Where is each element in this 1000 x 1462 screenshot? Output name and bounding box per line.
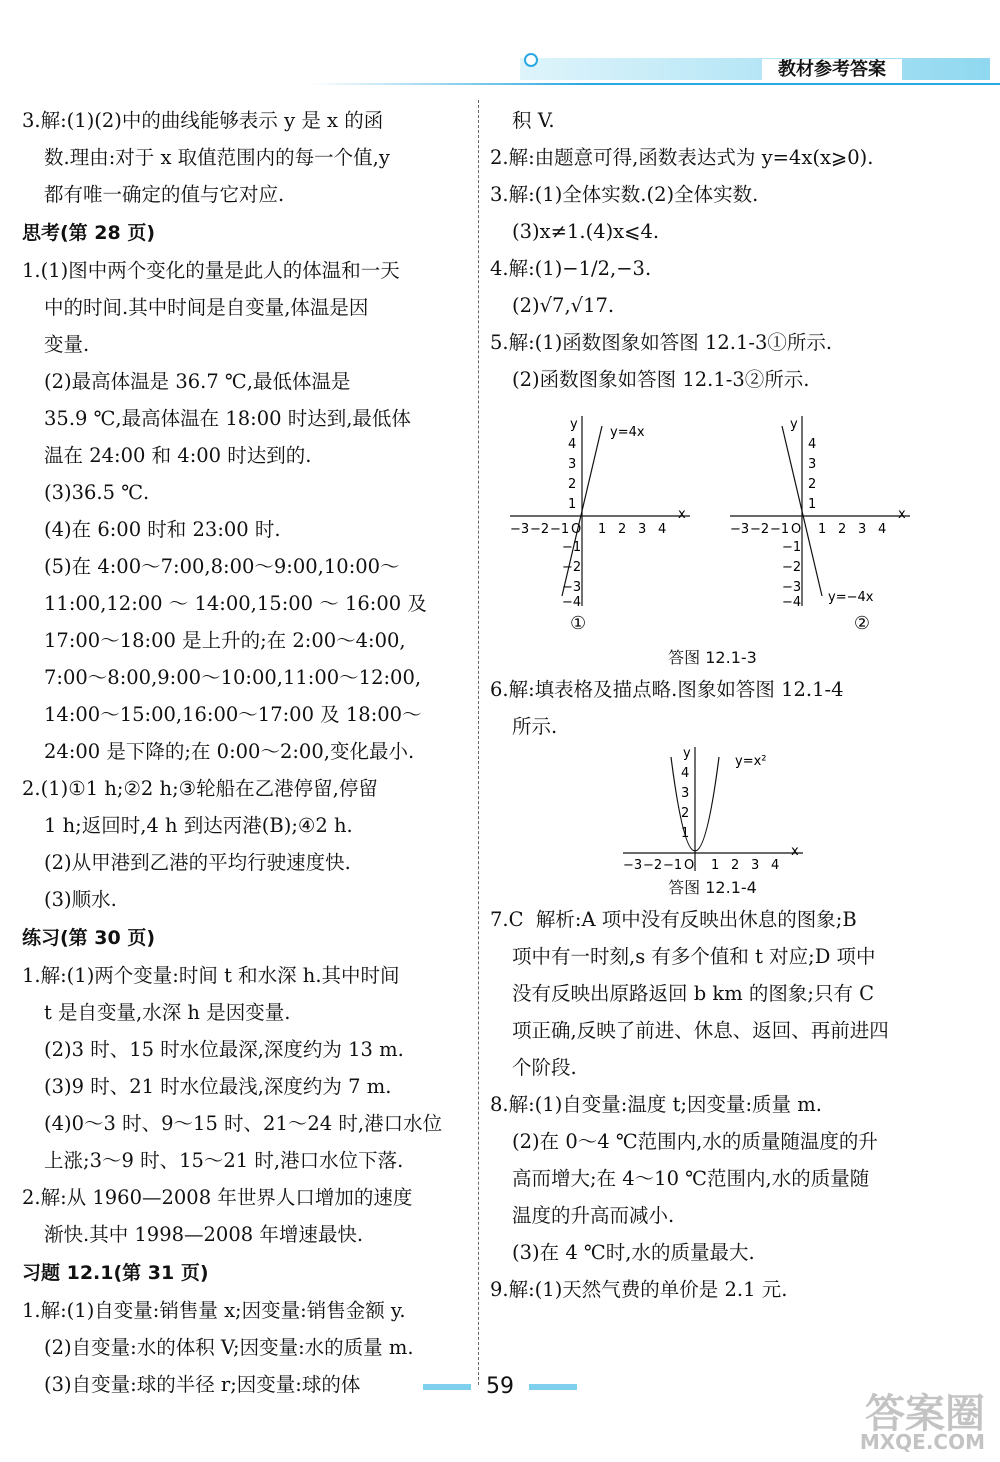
text-line: (2)最高体温是 36.7 ℃,最低体温是 — [44, 370, 351, 393]
text-line: 6.解:填表格及描点略.图象如答图 12.1-4 — [490, 678, 844, 701]
y-tick: 1 — [808, 497, 817, 512]
text-line: 2.解:由题意可得,函数表达式为 y=4x(x⩾0). — [490, 146, 874, 169]
header-dot-decoration — [524, 53, 538, 67]
x-axis-label: x — [790, 844, 799, 859]
figure-caption: 答图 12.1-4 — [668, 878, 757, 897]
y-tick: 3 — [568, 457, 577, 472]
y-tick: 3 — [680, 786, 689, 801]
header-title: 教材参考答案 — [762, 59, 902, 81]
right-column — [490, 102, 935, 1308]
origin-label: O — [791, 522, 802, 537]
x-tick: 1 — [818, 522, 827, 537]
left-column — [22, 102, 470, 1403]
text-line: 渐快.其中 1998—2008 年增速最快. — [44, 1223, 364, 1246]
footer-bar-right — [529, 1384, 577, 1390]
text-line: 温在 24:00 和 4:00 时达到的. — [44, 444, 312, 467]
text-line: 上涨;3～9 时、15～21 时,港口水位下落. — [44, 1149, 404, 1172]
y-tick: −4 — [782, 595, 802, 610]
x-tick: 1 — [710, 858, 719, 873]
figure-12-1-3 — [500, 406, 920, 611]
text-line: 都有唯一确定的值与它对应. — [44, 183, 285, 206]
y-tick: 1 — [568, 497, 577, 512]
y-tick: −2 — [782, 560, 802, 575]
x-tick: 4 — [658, 522, 667, 537]
y-tick: 2 — [568, 477, 577, 492]
y-tick: 2 — [808, 477, 817, 492]
x-axis-label: x — [678, 507, 686, 522]
y-tick: −2 — [562, 560, 582, 575]
text-line: 变量. — [44, 333, 90, 356]
y-tick: 4 — [680, 766, 689, 781]
x-tick: −2 — [642, 858, 662, 873]
text-line: 9.解:(1)天然气费的单价是 2.1 元. — [490, 1278, 788, 1301]
x-tick: 4 — [770, 858, 779, 873]
y-tick: −4 — [562, 595, 582, 610]
header-band — [520, 58, 990, 80]
x-tick: −1 — [550, 522, 570, 537]
section-title-practice: 练习(第 30 页) — [22, 927, 156, 949]
text-line: (2)√7,√17. — [512, 294, 615, 317]
text-line: 积 V. — [512, 109, 555, 132]
text-line: (2)3 时、15 时水位最深,深度约为 13 m. — [44, 1038, 404, 1061]
y-tick: 2 — [680, 806, 689, 821]
column-divider — [478, 100, 479, 1385]
x-tick: 2 — [730, 858, 739, 873]
y-axis-label: y — [790, 417, 798, 432]
x-tick: 3 — [858, 522, 867, 537]
figure-sublabels — [570, 611, 870, 637]
line-label: y=−4x — [828, 590, 874, 605]
curve-label: y=x² — [734, 754, 766, 769]
text-line: (5)在 4:00～7:00,8:00～9:00,10:00～ — [44, 555, 400, 578]
y-tick: 4 — [568, 437, 577, 452]
graph-y-neg4x — [720, 406, 920, 611]
y-axis-label: y — [570, 417, 578, 432]
origin-label: O — [683, 858, 694, 873]
text-line: 数.理由:对于 x 取值范围内的每一个值,y — [44, 146, 390, 169]
text-line: (3)自变量:球的半径 r;因变量:球的体 — [44, 1373, 361, 1396]
text-line: 个阶段. — [512, 1056, 577, 1079]
footer-bar-left — [423, 1384, 471, 1390]
section-title-exercise: 习题 12.1(第 31 页) — [22, 1262, 209, 1284]
text-line: 7.C 解析:A 项中没有反映出休息的图象;B — [490, 908, 857, 931]
text-line: 1.(1)图中两个变化的量是此人的体温和一天 — [22, 259, 400, 282]
text-line: (2)在 0～4 ℃范围内,水的质量随温度的升 — [512, 1130, 878, 1153]
text-line: (4)0～3 时、9～15 时、21～24 时,港口水位 — [44, 1112, 443, 1135]
text-line: 7:00～8:00,9:00～10:00,11:00～12:00, — [44, 666, 422, 689]
y-tick: 3 — [808, 457, 817, 472]
text-line: (2)函数图象如答图 12.1-3②所示. — [512, 368, 810, 391]
text-line: 4.解:(1)−1/2,−3. — [490, 257, 652, 280]
y-tick: 4 — [808, 437, 817, 452]
x-tick: −2 — [530, 522, 550, 537]
text-line: 2.(1)①1 h;②2 h;③轮船在乙港停留,停留 — [22, 777, 378, 800]
x-tick: −3 — [730, 522, 750, 537]
text-line: (3)顺水. — [44, 888, 117, 911]
figure-caption: 答图 12.1-3 — [668, 648, 757, 667]
graph-y-x-squared — [613, 745, 813, 875]
x-tick: 4 — [878, 522, 887, 537]
text-line: 2.解:从 1960—2008 年世界人口增加的速度 — [22, 1186, 413, 1209]
page-footer — [0, 1374, 1000, 1399]
think-answers — [22, 252, 470, 918]
watermark-logo — [820, 1391, 985, 1455]
text-line: 35.9 ℃,最高体温在 18:00 时达到,最低体 — [44, 407, 411, 430]
y-tick: −1 — [782, 540, 802, 555]
text-line: 1.解:(1)两个变量:时间 t 和水深 h.其中时间 — [22, 964, 400, 987]
text-line: 14:00～15:00,16:00～17:00 及 18:00～ — [44, 703, 422, 726]
text-line: (3)9 时、21 时水位最浅,深度约为 7 m. — [44, 1075, 392, 1098]
y-tick: −1 — [562, 540, 582, 555]
text-line: (3)36.5 ℃. — [44, 481, 150, 504]
text-line: 中的时间.其中时间是自变量,体温是因 — [44, 296, 369, 319]
text-line: 所示. — [512, 715, 558, 738]
x-axis-label: x — [898, 507, 906, 522]
text-line: 17:00～18:00 是上升的;在 2:00～4:00, — [44, 629, 406, 652]
x-tick: −3 — [622, 858, 642, 873]
y-axis-label: y — [682, 746, 691, 761]
text-line: t 是自变量,水深 h 是因变量. — [44, 1001, 291, 1024]
x-tick: 1 — [598, 522, 607, 537]
text-line: 3.解:(1)全体实数.(2)全体实数. — [490, 183, 759, 206]
y-tick: −3 — [562, 580, 582, 595]
text-line: (4)在 6:00 时和 23:00 时. — [44, 518, 281, 541]
text-line: (3)x≠1.(4)x⩽4. — [512, 220, 660, 243]
text-line: 1 h;返回时,4 h 到达丙港(B);④2 h. — [44, 814, 353, 837]
x-tick: 3 — [638, 522, 647, 537]
text-line: 8.解:(1)自变量:温度 t;因变量:质量 m. — [490, 1093, 822, 1116]
text-line: 3.解:(1)(2)中的曲线能够表示 y 是 x 的函 — [22, 109, 384, 132]
text-line: 温度的升高而减小. — [512, 1204, 675, 1227]
watermark-url: MXQE.COM — [859, 1430, 985, 1454]
x-tick: −1 — [662, 858, 682, 873]
text-line: (3)在 4 ℃时,水的质量最大. — [512, 1241, 755, 1264]
text-line: (2)从甲港到乙港的平均行驶速度快. — [44, 851, 351, 874]
text-line: 项中有一时刻,s 有多个值和 t 对应;D 项中 — [512, 945, 876, 968]
origin-label: O — [571, 522, 582, 537]
text-line: 高而增大;在 4～10 ℃范围内,水的质量随 — [512, 1167, 870, 1190]
x-tick: −3 — [510, 522, 530, 537]
text-line: 11:00,12:00 ～ 14:00,15:00 ～ 16:00 及 — [44, 592, 427, 615]
x-tick: 3 — [750, 858, 759, 873]
page-number: 59 — [486, 1374, 514, 1399]
text-line: 5.解:(1)函数图象如答图 12.1-3①所示. — [490, 331, 833, 354]
x-tick: −2 — [750, 522, 770, 537]
x-tick: −1 — [770, 522, 790, 537]
watermark-text: 答案圈 — [865, 1391, 985, 1437]
header-rule — [310, 83, 1000, 85]
x-tick: 2 — [618, 522, 627, 537]
text-line: 1.解:(1)自变量:销售量 x;因变量:销售金额 y. — [22, 1299, 406, 1322]
text-line: 没有反映出原路返回 b km 的图象;只有 C — [512, 982, 875, 1005]
section-title-think: 思考(第 28 页) — [22, 222, 156, 244]
y-tick: −3 — [782, 580, 802, 595]
text-line: 24:00 是下降的;在 0:00～2:00,变化最小. — [44, 740, 415, 763]
sublabel-2: ② — [853, 613, 870, 634]
graph-y-4x — [500, 406, 700, 611]
question-3 — [22, 102, 470, 213]
y-tick: 1 — [680, 826, 689, 841]
line-label: y=4x — [610, 425, 645, 440]
text-line: (2)自变量:水的体积 V;因变量:水的质量 m. — [44, 1336, 414, 1359]
sublabel-1: ① — [570, 613, 587, 634]
practice-answers — [22, 957, 470, 1253]
text-line: 项正确,反映了前进、休息、返回、再前进四 — [512, 1019, 889, 1042]
x-tick: 2 — [838, 522, 847, 537]
